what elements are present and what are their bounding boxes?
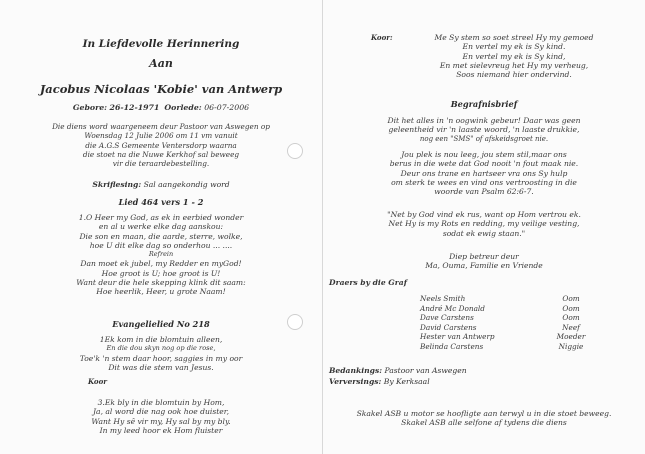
bearer-relation: Oom bbox=[562, 313, 580, 323]
koor-line: En met sielevreug het Hy my verheug, bbox=[439, 60, 589, 70]
right-page bbox=[323, 0, 645, 454]
bearer-row bbox=[420, 304, 586, 314]
born-date: 26-12-1971 bbox=[109, 103, 160, 112]
song-line: In my leed hoor ek Hom fluister bbox=[99, 425, 223, 435]
psalm-line: Net Hy is my Rots en redding, my veilige vesting, bbox=[388, 219, 580, 229]
scripture-line bbox=[0, 180, 322, 189]
hymn-line: en al u werke elke dag aanskou: bbox=[98, 222, 224, 232]
refreshments-row bbox=[329, 376, 467, 387]
burial-line: Dit het alles in 'n oogwink gebeur! Daar was geen bbox=[387, 116, 581, 125]
hymn-line: Hoe groot is U; hoe groot is U! bbox=[101, 268, 221, 278]
thanks-text: Pastoor van Aswegen bbox=[384, 366, 467, 375]
bearer-name: André Mc Donald bbox=[420, 303, 485, 313]
bearer-relation: Oom bbox=[562, 303, 580, 313]
asb-line: Skakel ASB alle selfone af tydens die diens bbox=[401, 418, 567, 428]
mourned-line: Ma, Ouma, Familie en Vriende bbox=[425, 261, 543, 271]
bearer-relation: Neef bbox=[562, 322, 580, 332]
scripture-text: Sal aangekondig word bbox=[143, 180, 230, 189]
koor-text bbox=[383, 33, 645, 79]
bearers-title: Draers by die Graf bbox=[329, 278, 407, 287]
song-line: Toe'k 'n stem daar hoor, saggies in my oor bbox=[79, 353, 243, 363]
bearer-row bbox=[420, 294, 586, 304]
burial-line: nog een "SMS" of afskeidsgroet nie. bbox=[419, 134, 549, 143]
thanks-label: Bedankings: bbox=[329, 366, 383, 375]
service-line: die stoet na die Nuwe Kerkhof sal beweeg bbox=[82, 149, 240, 159]
bearer-row bbox=[420, 332, 586, 342]
song-text bbox=[0, 335, 322, 372]
heading-aan: Aan bbox=[149, 57, 173, 70]
hymn-title: Lied 464 vers 1 - 2 bbox=[118, 197, 204, 207]
thanks-row bbox=[329, 365, 467, 376]
koor-label-right: Koor: bbox=[371, 33, 393, 42]
burial-line: geleentheid vir 'n laaste woord, 'n laaste drukkie, bbox=[388, 125, 580, 135]
bearer-row bbox=[420, 342, 586, 352]
mourned-line: Diep betreur deur bbox=[449, 252, 519, 261]
burial-paragraph-1 bbox=[323, 116, 645, 144]
punch-hole-icon bbox=[287, 314, 303, 330]
burial-line: Deur ons trane en hartseer vra ons Sy hulp bbox=[400, 168, 568, 178]
bearer-name: Hester van Antwerp bbox=[420, 332, 495, 342]
song-text-2 bbox=[0, 398, 322, 435]
mourned-by bbox=[323, 252, 645, 271]
song-line: En die dou skyn nog op die rose, bbox=[106, 344, 216, 353]
bearer-row bbox=[420, 323, 586, 333]
service-line: Woensdag 12 Julie 2006 om 11 vm vanuit bbox=[84, 131, 238, 141]
service-details bbox=[0, 122, 322, 168]
bearer-relation: Moeder bbox=[556, 332, 586, 342]
punch-hole-icon bbox=[287, 143, 303, 159]
acknowledgements bbox=[329, 365, 467, 387]
song-line: 3.Ek bly in die blomtuin by Hom, bbox=[97, 398, 225, 407]
burial-letter-title: Begrafnisbrief bbox=[450, 99, 518, 109]
hymn-line: Dan moet ek jubel, my Redder en myGod! bbox=[80, 259, 242, 269]
bearer-name: Belinda Carstens bbox=[420, 341, 484, 351]
bearers-list bbox=[420, 294, 586, 352]
burial-line: Jou plek is nou leeg, jou stem stil,maar ons bbox=[401, 150, 567, 159]
psalm-quote bbox=[323, 210, 645, 238]
bearer-relation: Niggie bbox=[558, 341, 584, 351]
bearer-name: David Carstens bbox=[420, 322, 477, 332]
hymn-line: hoe U dit elke dag so onderhou ... .... bbox=[89, 240, 233, 250]
asb-line: Skakel ASB u motor se hoofligte aan terwyl u in die stoet beweeg. bbox=[356, 409, 612, 418]
born-label: Gebore: bbox=[72, 103, 108, 112]
psalm-line: sodat ek ewig staan." bbox=[442, 228, 526, 238]
dates-line bbox=[0, 103, 322, 112]
song-title: Evangelielied No 218 bbox=[112, 319, 210, 329]
bearer-name: Dave Carstens bbox=[420, 313, 474, 323]
died-label: Oorlede: bbox=[164, 103, 202, 112]
refreshments-text: By Kerksaal bbox=[383, 377, 430, 386]
bearer-row bbox=[420, 313, 586, 323]
song-line: Dit was die stem van Jesus. bbox=[108, 362, 214, 372]
hymn-line: Die son en maan, die aarde, sterre, wolke, bbox=[79, 231, 243, 241]
burial-line: om sterk te wees en vind ons vertroosting in die bbox=[391, 177, 577, 187]
burial-line: woorde van Psalm 62:6-7. bbox=[434, 187, 534, 197]
service-line: vir die teraardebestelling. bbox=[112, 159, 210, 169]
asb-notice bbox=[323, 409, 645, 428]
koor-line: Me Sy stem so soet streel Hy my gemoed bbox=[434, 33, 594, 42]
deceased-name: Jacobus Nicolaas 'Kobie' van Antwerp bbox=[39, 82, 283, 96]
psalm-line: "Net by God vind ek rus, want op Hom vertrou ek. bbox=[387, 210, 581, 219]
koor-line: Soos niemand hier ondervind. bbox=[456, 70, 572, 80]
koor-label: Koor bbox=[88, 377, 107, 386]
hymn-line: Hoe heerlik, Heer, u grote Naam! bbox=[96, 287, 226, 297]
burial-paragraph-2 bbox=[323, 150, 645, 196]
bearer-relation: Oom bbox=[562, 294, 580, 303]
hymn-text bbox=[0, 213, 322, 297]
burial-line: berus in die wete dat God nooit 'n fout maak nie. bbox=[389, 159, 579, 169]
song-line: Ja, al word die nag ook hoe duister, bbox=[93, 407, 229, 417]
service-line: Die diens word waargeneem deur Pastoor van Aswegen op bbox=[52, 122, 270, 131]
hymn-line: Want deur die hele skepping klink dit saam: bbox=[76, 278, 246, 288]
refrain-label: Refrein bbox=[148, 250, 174, 259]
koor-line: En vertel my ek is Sy kind. bbox=[462, 42, 566, 52]
died-date: 06-07-2006 bbox=[204, 103, 250, 112]
refreshments-label: Verversings: bbox=[329, 377, 382, 386]
song-line: 1Ek kom in die blomtuin alleen, bbox=[99, 335, 223, 344]
song-line: Want Hy sê vir my, Hy sal by my bly. bbox=[91, 416, 231, 426]
bearer-name: Neels Smith bbox=[420, 294, 466, 303]
scripture-label: Skriflesing: bbox=[92, 180, 142, 189]
koor-line: En vertel my ek is Sy kind, bbox=[462, 51, 566, 61]
heading-in-memory: In Liefdevolle Herinnering bbox=[82, 38, 240, 50]
service-line: die A.G.S Gemeente Ventersdorp waarna bbox=[85, 140, 237, 150]
hymn-line: 1.O Heer my God, as ek in eerbied wonder bbox=[78, 213, 244, 222]
